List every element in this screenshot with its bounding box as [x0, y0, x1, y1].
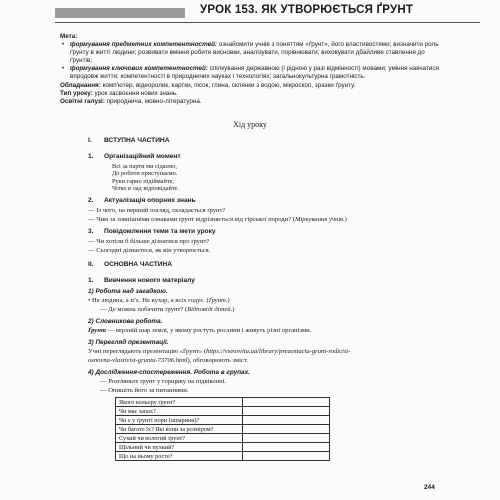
- table-cell: Щільний чи пухкий?: [116, 443, 243, 452]
- fields-line: [60, 98, 440, 106]
- answer-cell: [243, 452, 330, 461]
- question-line: [88, 216, 347, 223]
- subsection-title: Повідомлення теми та мети уроку: [104, 228, 216, 235]
- riddle-end: .): [225, 297, 230, 304]
- question-line: — Чи хотіли б більше дізнатися про ґрунт?: [88, 238, 210, 245]
- question-line: [100, 306, 234, 313]
- subsection-heading: [88, 197, 196, 204]
- answer-cell: [243, 443, 330, 452]
- table-row: [116, 443, 330, 452]
- answer-cell: [243, 398, 330, 407]
- subsection-heading: [88, 277, 195, 284]
- poem-line: Всі за парти ми сідаємо,: [112, 163, 177, 170]
- course-title: Хід уроку: [233, 120, 267, 129]
- question-line: — Сьогодні дізнаєтеся, як він утворюється.: [88, 247, 211, 254]
- goal-text: спілкування державною (і рідною у разі відмінності) мовами; уміння навчатися впродовж життя; компетентності в природничих науках і технологіях; загальнокультурна грамотність.: [70, 65, 439, 81]
- activity-heading: 1) Робота над загадкою.: [88, 288, 168, 295]
- subsection-number: 1.: [88, 153, 94, 160]
- poem-line: Чітко в лад відповідайте.: [112, 184, 179, 192]
- subsection-number: 1.: [88, 277, 94, 284]
- table-cell: Чи має запах?: [116, 407, 243, 416]
- subsection-title: Актуалізація опорних знань: [104, 197, 196, 204]
- table-cell: Чи багато їх? Які вони за розміром?: [116, 425, 243, 434]
- table-row: [116, 398, 330, 407]
- question-note: Відповіді дітей: [187, 306, 231, 313]
- table-row: [116, 407, 330, 416]
- fields-label: Освітні галузі:: [60, 97, 105, 105]
- subsection-title: Організаційний момент: [104, 153, 181, 160]
- poem: [112, 163, 179, 192]
- presentation-line: [88, 348, 350, 355]
- question-text: — Де можна побачити ґрунт? (: [100, 306, 188, 313]
- table-cell: Чи є у ґрунті пори (шпарини)?: [116, 416, 243, 425]
- poem-line: Руки гарно підіймайте,: [112, 177, 174, 185]
- answer-cell: [243, 434, 330, 443]
- instruction-line: — Розгляньте ґрунт у горщику на підвіконні.: [100, 378, 227, 385]
- riddle-text: • Не людина, а п’є. Не кухар, а всіх годує. (: [88, 297, 209, 304]
- section-heading: [88, 261, 172, 268]
- lesson-title: УРОК 153. ЯК УТВОРЮЄТЬСЯ ҐРУНТ: [200, 4, 414, 16]
- question-note: Міркування учнів: [294, 216, 344, 223]
- subsection-number: 2.: [88, 197, 94, 204]
- header-decor-bar: [55, 8, 185, 18]
- page-number: 244: [424, 484, 435, 491]
- goal-item: [70, 41, 440, 65]
- answer-cell: [243, 425, 330, 434]
- activity-heading: 2) Словникова робота.: [88, 318, 163, 325]
- subsection-heading: [88, 228, 216, 235]
- type-line: [60, 90, 440, 98]
- answer-cell: [243, 407, 330, 416]
- presentation-link[interactable]: osnovna-vlastivist-gruntu-73706.html: [88, 357, 188, 364]
- goal-lead: формування предметних компетентностей:: [70, 41, 218, 49]
- subsection-heading: [88, 153, 181, 160]
- table-row: [116, 425, 330, 434]
- goal-list: [60, 41, 440, 81]
- table-row: [116, 416, 330, 425]
- equipment-line: [60, 82, 440, 90]
- section-title: ОСНОВНА ЧАСТИНА: [104, 261, 173, 268]
- subsection-title: Вивчення нового матеріалу: [104, 277, 195, 284]
- goal-item: [70, 65, 440, 81]
- section-number: II.: [88, 261, 94, 268]
- equipment-label: Обладнання:: [60, 81, 101, 89]
- riddle-line: [88, 297, 230, 304]
- header-rule: [55, 22, 480, 23]
- answer-cell: [243, 416, 330, 425]
- lesson-header: [55, 0, 480, 30]
- subsection-number: 3.: [88, 228, 94, 235]
- equipment-text: комп’ютер, відеоролик, картки, пісок, глина, склянки з водою, мікроскоп, зразки ґрунту.: [100, 81, 356, 89]
- presentation-text: Учні переглядають презентацію «Ґрунт» (: [88, 348, 207, 355]
- question-end: .): [230, 306, 235, 313]
- table-row: [116, 452, 330, 461]
- activity-heading: 3) Перегляд презентації.: [88, 339, 169, 346]
- definition-text: — верхній шар землі, у якому ростуть рослини і живуть різні організми.: [106, 327, 312, 334]
- instruction-line: — Опишіть його за питаннями.: [100, 387, 189, 394]
- fields-text: природнича, мовно-літературна.: [104, 97, 202, 105]
- goal-text: ознайомити учнів з поняттям «ґрунт», його властивостями; визначити роль ґрунту в житті людини; розвивати вміння робити висновки, аналізувати, порівнювати; виховувати дбайливе ставлення до ґрунтів;: [70, 41, 439, 65]
- activity-heading: 4) Дослідження-спостереження. Робота в групах.: [88, 369, 250, 376]
- table-cell: Сухий чи вологий ґрунт?: [116, 434, 243, 443]
- section-title: ВСТУПНА ЧАСТИНА: [104, 137, 170, 144]
- question-text: — Чим за зовнішніми ознаками ґрунт відрізняється від гірської породи? (: [88, 216, 295, 223]
- table-cell: Якого кольору ґрунт?: [116, 398, 243, 407]
- type-text: урок засвоєння нових знань.: [92, 89, 178, 97]
- lesson-meta: [60, 33, 440, 106]
- section-number: I.: [88, 137, 92, 144]
- section-heading: [88, 137, 169, 144]
- question-end: .): [343, 216, 347, 223]
- question-line: — Із чого, на перший погляд, складається ґрунт?: [88, 207, 226, 214]
- definition-term: Ґрунт: [88, 327, 107, 334]
- poem-line: До роботи приступаємо.: [112, 170, 178, 178]
- type-label: Тип уроку:: [60, 89, 93, 97]
- riddle-answer: Ґрунт: [208, 297, 226, 304]
- goal-lead: формування ключових компетентностей:: [70, 65, 208, 73]
- goal-label: Мета:: [60, 33, 78, 40]
- definition-line: [88, 327, 311, 334]
- presentation-line: [88, 357, 248, 364]
- question-table: [115, 397, 330, 461]
- presentation-link[interactable]: https://vseosvita.ua/library/prezentacia-grunt-rodicist-: [206, 348, 351, 355]
- table-row: [116, 434, 330, 443]
- presentation-text: ), обговорюють зміст.: [187, 357, 248, 364]
- table-cell: Що на ньому росте?: [116, 452, 243, 461]
